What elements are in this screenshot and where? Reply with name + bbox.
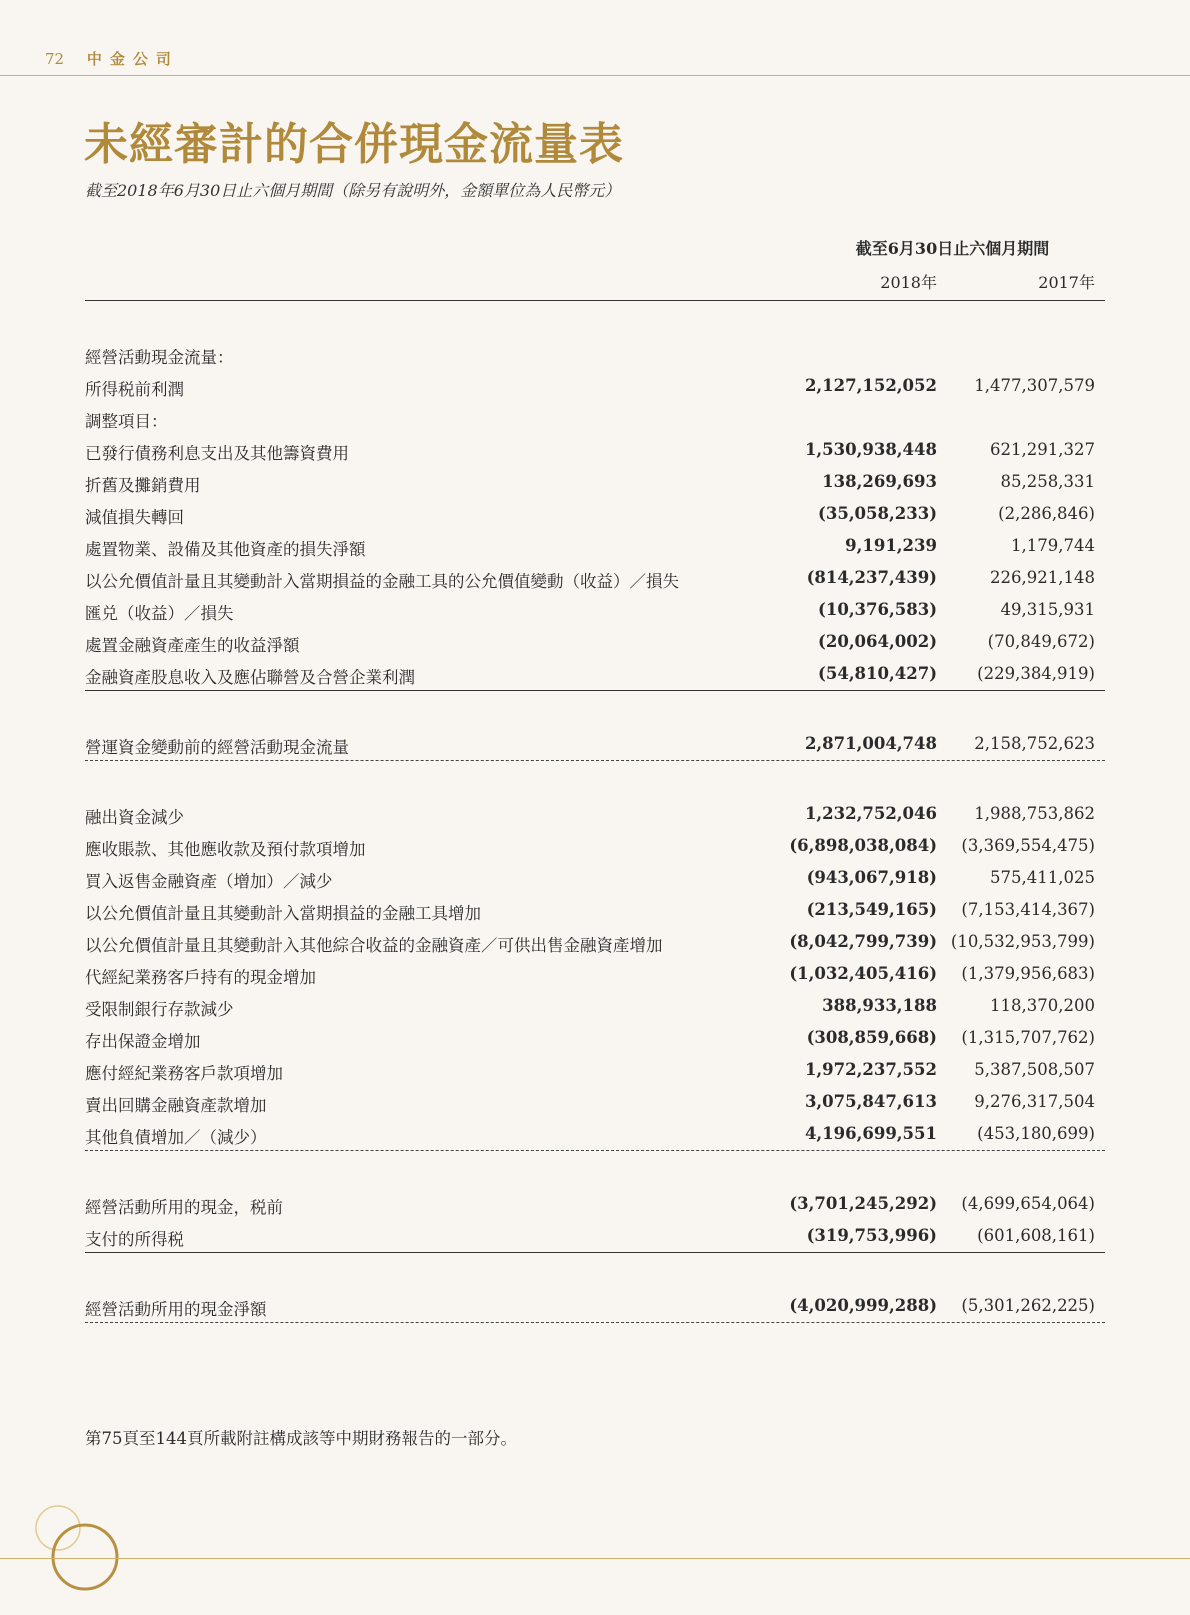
row-label: 所得税前利潤 bbox=[85, 380, 184, 399]
value-2018: (4,020,999,288) bbox=[789, 1296, 937, 1315]
value-2017: (453,180,699) bbox=[977, 1124, 1095, 1143]
changes-dashed-rule bbox=[85, 1150, 1105, 1151]
value-2018: (20,064,002) bbox=[818, 632, 937, 651]
row-label: 應付經紀業務客戶款項增加 bbox=[85, 1064, 283, 1083]
value-2017: 2,158,752,623 bbox=[974, 734, 1095, 753]
company-name: 中金公司 bbox=[86, 50, 179, 68]
row-label: 代經紀業務客戶持有的現金增加 bbox=[85, 968, 316, 987]
row-label: 匯兑（收益）／損失 bbox=[85, 604, 234, 623]
row-label: 融出資金減少 bbox=[85, 808, 184, 827]
value-2017: (4,699,654,064) bbox=[961, 1194, 1095, 1213]
header-divider bbox=[0, 75, 1190, 76]
table-row bbox=[85, 536, 1105, 568]
value-2017: 85,258,331 bbox=[1000, 472, 1095, 491]
row-label: 賣出回購金融資產款增加 bbox=[85, 1096, 267, 1115]
table-row bbox=[85, 504, 1105, 536]
value-2018: (6,898,038,084) bbox=[789, 836, 937, 855]
row-label: 調整項目： bbox=[85, 412, 168, 431]
value-2018: (35,058,233) bbox=[818, 504, 937, 523]
row-label: 金融資產股息收入及應佔聯營及合營企業利潤 bbox=[85, 668, 415, 687]
value-2017: 1,477,307,579 bbox=[974, 376, 1095, 395]
table-row bbox=[85, 632, 1105, 664]
table-row bbox=[85, 376, 1105, 408]
value-2018: 4,196,699,551 bbox=[804, 1124, 937, 1143]
table-row-total bbox=[85, 1296, 1105, 1328]
value-2017: 49,315,931 bbox=[1000, 600, 1095, 619]
row-label: 買入返售金融資產（增加）／減少 bbox=[85, 872, 333, 891]
row-label: 經營活動現金流量： bbox=[85, 348, 234, 367]
table-row bbox=[85, 1194, 1105, 1226]
value-2017: (7,153,414,367) bbox=[961, 900, 1095, 919]
decorative-circles-icon bbox=[30, 1500, 130, 1600]
subtotal-dashed-rule bbox=[85, 760, 1105, 761]
adjustments-rule bbox=[85, 690, 1105, 691]
value-2018: (10,376,583) bbox=[818, 600, 937, 619]
table-row bbox=[85, 900, 1105, 932]
row-label: 減值損失轉回 bbox=[85, 508, 184, 527]
value-2018: 1,972,237,552 bbox=[804, 1060, 937, 1079]
value-2018: 9,191,239 bbox=[845, 536, 937, 555]
value-2018: (319,753,996) bbox=[806, 1226, 937, 1245]
value-2017: 118,370,200 bbox=[990, 996, 1095, 1015]
table-row-subtotal bbox=[85, 734, 1105, 766]
value-2017: 621,291,327 bbox=[990, 440, 1095, 459]
table-row bbox=[85, 440, 1105, 472]
year-2018-header: 2018年 bbox=[880, 273, 937, 292]
page-title: 未經審計的合併現金流量表 bbox=[84, 119, 624, 170]
value-2017: (5,301,262,225) bbox=[961, 1296, 1095, 1315]
total-dashed-rule bbox=[85, 1322, 1105, 1323]
table-row bbox=[85, 1092, 1105, 1124]
value-2017: 5,387,508,507 bbox=[974, 1060, 1095, 1079]
value-2018: (814,237,439) bbox=[806, 568, 937, 587]
value-2018: (213,549,165) bbox=[806, 900, 937, 919]
row-label: 已發行債務利息支出及其他籌資費用 bbox=[85, 444, 349, 463]
value-2018: 1,530,938,448 bbox=[804, 440, 937, 459]
value-2017: (1,379,956,683) bbox=[961, 964, 1095, 983]
value-2018: 388,933,188 bbox=[822, 996, 937, 1015]
table-row bbox=[85, 472, 1105, 504]
table-row bbox=[85, 1226, 1105, 1258]
value-2018: 138,269,693 bbox=[822, 472, 937, 491]
table-row bbox=[85, 964, 1105, 996]
row-label: 以公允價值計量且其變動計入當期損益的金融工具的公允價值變動（收益）／損失 bbox=[85, 572, 679, 591]
table-row bbox=[85, 344, 1105, 376]
table-row bbox=[85, 664, 1105, 696]
row-label: 處置物業、設備及其他資產的損失淨額 bbox=[85, 540, 366, 559]
tax-rule bbox=[85, 1252, 1105, 1253]
value-2018: (8,042,799,739) bbox=[789, 932, 937, 951]
cash-flow-table bbox=[85, 344, 1105, 1328]
row-label: 受限制銀行存款減少 bbox=[85, 1000, 234, 1019]
value-2017: (70,849,672) bbox=[987, 632, 1095, 651]
table-row bbox=[85, 1060, 1105, 1092]
row-label: 營運資金變動前的經營活動現金流量 bbox=[85, 738, 349, 757]
value-2017: (229,384,919) bbox=[977, 664, 1095, 683]
table-row bbox=[85, 996, 1105, 1028]
row-label: 存出保證金增加 bbox=[85, 1032, 201, 1051]
value-2017: (3,369,554,475) bbox=[961, 836, 1095, 855]
row-label: 以公允價值計量且其變動計入當期損益的金融工具增加 bbox=[85, 904, 481, 923]
footer-divider bbox=[0, 1558, 1190, 1559]
row-label: 經營活動所用的現金，税前 bbox=[85, 1198, 283, 1217]
year-2017-header: 2017年 bbox=[1038, 273, 1095, 292]
value-2018: 1,232,752,046 bbox=[804, 804, 937, 823]
page-number: 72 bbox=[45, 50, 65, 68]
header-rule bbox=[85, 300, 1105, 301]
value-2018: (3,701,245,292) bbox=[789, 1194, 937, 1213]
table-row bbox=[85, 932, 1105, 964]
value-2018: 3,075,847,613 bbox=[804, 1092, 937, 1111]
year-headers bbox=[85, 270, 1105, 294]
value-2017: (601,608,161) bbox=[977, 1226, 1095, 1245]
table-row bbox=[85, 836, 1105, 868]
table-row bbox=[85, 408, 1105, 440]
value-2018: 2,127,152,052 bbox=[804, 376, 937, 395]
row-label: 處置金融資產產生的收益淨額 bbox=[85, 636, 300, 655]
value-2017: 226,921,148 bbox=[990, 568, 1095, 587]
value-2017: 9,276,317,504 bbox=[974, 1092, 1095, 1111]
table-row bbox=[85, 568, 1105, 600]
value-2017: 1,988,753,862 bbox=[974, 804, 1095, 823]
row-label: 折舊及攤銷費用 bbox=[85, 476, 201, 495]
value-2018: (943,067,918) bbox=[806, 868, 937, 887]
row-label: 經營活動所用的現金淨額 bbox=[85, 1300, 267, 1319]
value-2018: (54,810,427) bbox=[818, 664, 937, 683]
value-2017: (2,286,846) bbox=[998, 504, 1095, 523]
value-2018: 2,871,004,748 bbox=[804, 734, 937, 753]
row-label: 其他負債增加／（減少） bbox=[85, 1128, 267, 1147]
row-label: 支付的所得税 bbox=[85, 1230, 184, 1249]
row-label: 應收賬款、其他應收款及預付款項增加 bbox=[85, 840, 366, 859]
value-2017: (10,532,953,799) bbox=[950, 932, 1095, 951]
table-row bbox=[85, 804, 1105, 836]
page-subtitle: 截至2018年6月30日止六個月期間（除另有說明外，金額單位為人民幣元） bbox=[85, 181, 621, 200]
period-column-header: 截至6月30日止六個月期間 bbox=[855, 239, 1050, 258]
value-2017: (1,315,707,762) bbox=[961, 1028, 1095, 1047]
value-2018: (1,032,405,416) bbox=[789, 964, 937, 983]
row-label: 以公允價值計量且其變動計入其他綜合收益的金融資產／可供出售金融資產增加 bbox=[85, 936, 663, 955]
table-row bbox=[85, 1124, 1105, 1156]
page-header bbox=[45, 48, 179, 69]
table-row bbox=[85, 600, 1105, 632]
table-row bbox=[85, 1028, 1105, 1060]
value-2018: (308,859,668) bbox=[806, 1028, 937, 1047]
value-2017: 575,411,025 bbox=[990, 868, 1095, 887]
value-2017: 1,179,744 bbox=[1011, 536, 1095, 555]
footnote: 第75頁至144頁所載附註構成該等中期財務報告的一部分。 bbox=[85, 1429, 517, 1448]
table-row bbox=[85, 868, 1105, 900]
